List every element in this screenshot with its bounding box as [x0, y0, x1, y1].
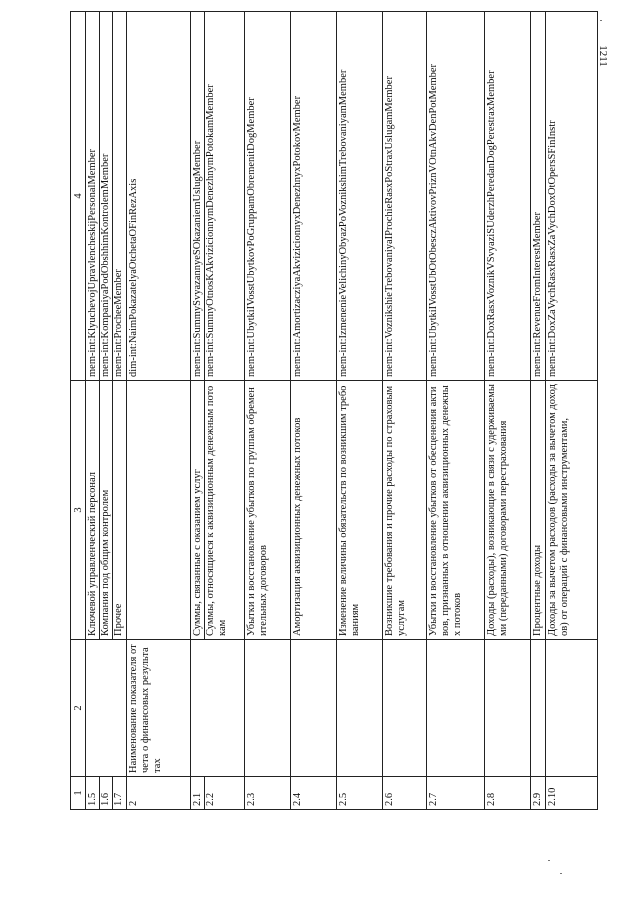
row-member: mem-int:UbytkiIVosstUbOtObesczAktivovPriznVOtnAkvDenPotMember [427, 12, 485, 381]
rotated-table-container [70, 40, 590, 810]
table-row [337, 12, 383, 810]
row-label: Процентные доходы [531, 381, 546, 640]
row-number: 2.4 [291, 777, 337, 810]
row-number: 2.8 [485, 777, 531, 810]
row-member: mem-int:VoznikshieTrebovaniyaIProchieRasxPoStraxUslugamMember [383, 12, 427, 381]
header-cell: 4 [71, 12, 86, 381]
header-cell: 1 [71, 777, 86, 810]
row-name [485, 640, 531, 777]
table-row [427, 12, 485, 810]
scan-speck [548, 860, 550, 861]
row-label [127, 381, 191, 640]
page-number: 1211 [597, 45, 610, 67]
row-member: mem-int:UbytkiIVosstUbytkovPoGruppamObremenitDogMember [245, 12, 291, 381]
row-name [531, 640, 546, 777]
header-cell: 2 [71, 640, 86, 777]
row-number: 2 [127, 777, 191, 810]
taxonomy-table [70, 11, 598, 810]
row-member: mem-int:DoxRasxVoznikVSvyaziSUderzhPeredanDogPerestraxMember [485, 12, 531, 381]
row-name [546, 640, 598, 777]
row-label: Ключевой управленческий персонал [87, 381, 100, 639]
table-row [86, 12, 127, 810]
row-label: Изменение величины обязательств по возникшим требованиям [337, 381, 383, 640]
row-name [427, 640, 485, 777]
row-label: Суммы, связанные с оказанием услуг [192, 381, 205, 639]
row-number: 2.1 [192, 777, 205, 809]
row-label: Возникшие требования и прочие расходы по страховым услугам [383, 381, 427, 640]
row-name: Наименование показателя отчета о финансовых результатах [127, 640, 191, 777]
table-header-row [71, 12, 86, 810]
row-name [383, 640, 427, 777]
row-member: dim-int:NaimPokazatelyaOtchetaOFinRezAxis [127, 12, 191, 381]
row-name [86, 640, 127, 777]
row-number: 2.3 [245, 777, 291, 810]
row-label: Доходы за вычетом расходов (расходы за вычетом доходов) от операций с финансовыми инструментами, [546, 381, 598, 640]
row-name [191, 640, 245, 777]
row-member: mem-int:ProcheeMember [113, 269, 124, 377]
row-member: mem-int:IzmenenieVelichinyObyazPoVoznikshimTrebovaniyamMember [337, 12, 383, 381]
row-label-stack [191, 381, 245, 640]
row-label: Амортизация аквизиционных денежных потоков [291, 381, 337, 640]
row-number: 1.7 [113, 792, 124, 806]
scan-speck [560, 873, 562, 874]
table-row [191, 12, 245, 810]
row-label: Компания под общим контролем [100, 381, 113, 639]
row-number: 2.6 [383, 777, 427, 810]
table-row [383, 12, 427, 810]
row-number: 1.6 [100, 777, 113, 809]
row-member: mem-int:DoxZaVychRasxRasxZaVychDoxOtOpersSFinInstr [546, 12, 598, 381]
row-label: Убытки и восстановление убытков от обесценения активов, признанных в отношении аквизиционных денежных потоков [427, 381, 485, 640]
row-number: 2.5 [337, 777, 383, 810]
row-number-stack [191, 777, 245, 810]
row-name [245, 640, 291, 777]
table-row [127, 12, 191, 810]
row-member: mem-int:KlyuchevojUpravlencheskijPersonalMember [87, 12, 100, 380]
row-member: mem-int:SummyOtnosKAkvizicionnymDenezhnymPotokamMember [205, 84, 216, 377]
header-cell: 3 [71, 381, 86, 640]
table-row [245, 12, 291, 810]
row-member-stack [191, 12, 245, 381]
table-row [485, 12, 531, 810]
row-number: 2.2 [205, 792, 216, 806]
row-number-stack [86, 777, 127, 810]
row-number: 2.7 [427, 777, 485, 810]
scan-speck [600, 20, 602, 21]
table-row [546, 12, 598, 810]
row-label-stack [86, 381, 127, 640]
row-label: Убытки и восстановление убытков по группам обременительных договоров [245, 381, 291, 640]
row-member: mem-int:RevenueFromInterestMember [531, 12, 546, 381]
row-label: Прочее [113, 603, 124, 636]
row-name [291, 640, 337, 777]
row-member: mem-int:AmortizacziyaAkvizicionnyxDenezhnyxPotokovMember [291, 12, 337, 381]
row-number: 2.9 [531, 777, 546, 810]
row-member: mem-int:SummySvyazannyeSOkazaniemUslugMember [192, 12, 205, 380]
row-member-stack [86, 12, 127, 381]
table-row [291, 12, 337, 810]
row-label: Суммы, относящиеся к аквизиционным денежным потокам [205, 385, 228, 636]
row-label: Доходы (расходы), возникающие в связи с удерживаемыми (переданными) договорами перестрахования [485, 381, 531, 640]
row-name [337, 640, 383, 777]
row-number: 2.10 [546, 777, 598, 810]
table-row [531, 12, 546, 810]
row-number: 1.5 [87, 777, 100, 809]
row-member: mem-int:KompaniyaPodObshhimKontrolemMember [100, 12, 113, 380]
